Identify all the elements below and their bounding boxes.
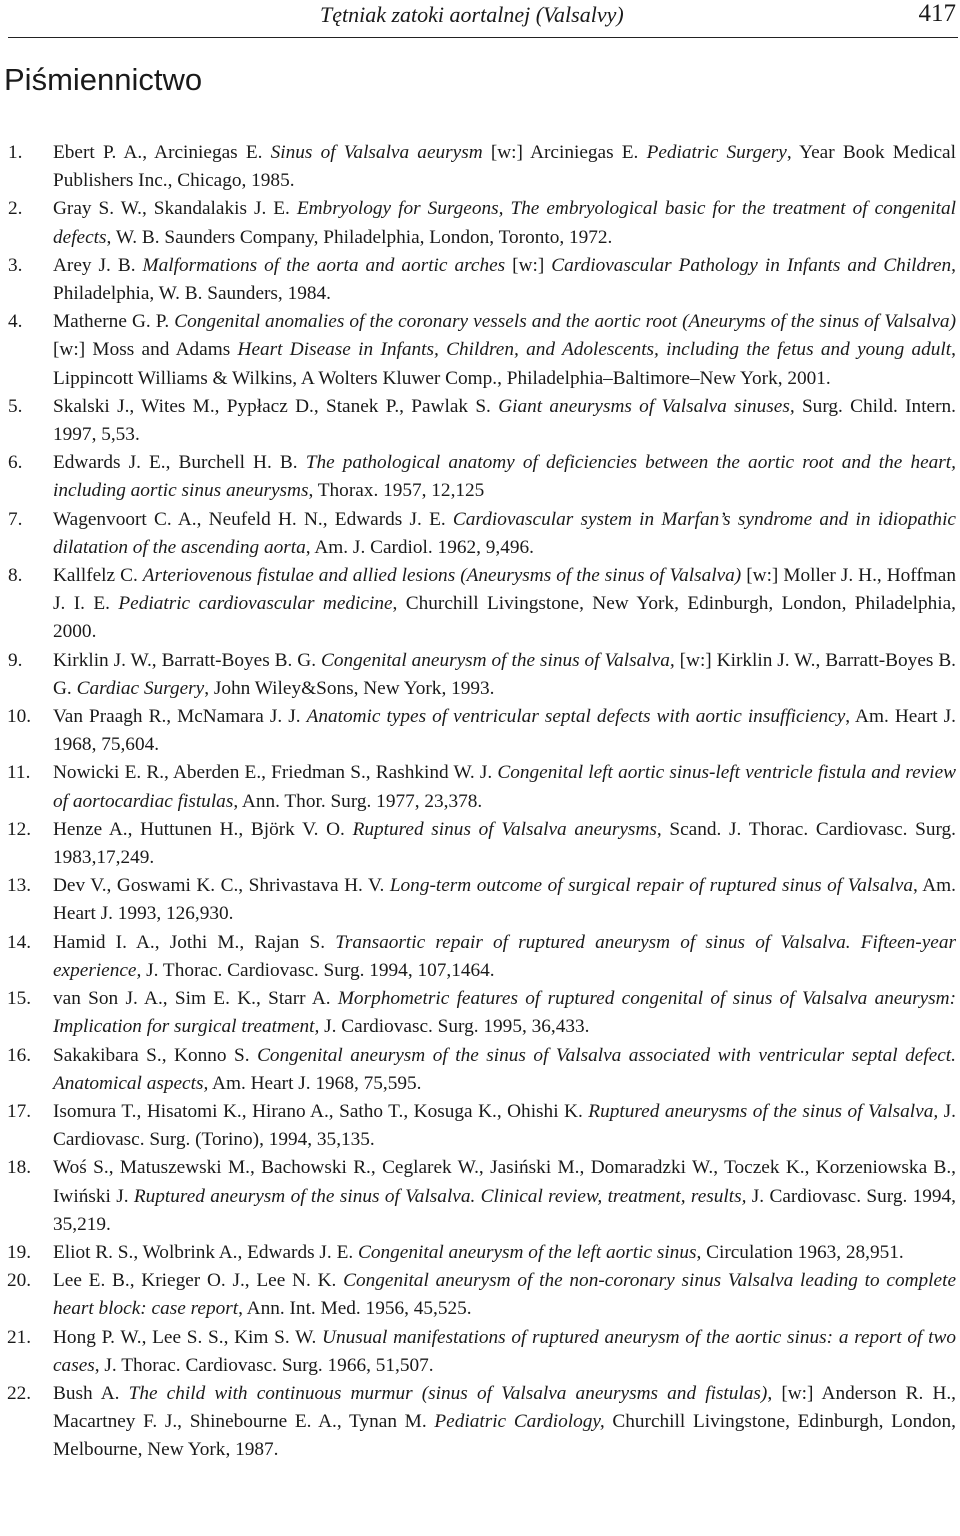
- reference-publisher: , Churchill Livingstone, New York, Edinburgh, London, Philadelphia, 2000.: [53, 593, 956, 643]
- reference-source: Surg. Child. Intern. 1997, 5,53.: [53, 395, 956, 446]
- reference-number: 19.: [7, 1241, 32, 1263]
- reference-item: [0, 816, 960, 872]
- reference-authors: Skalski J., Wites M., Pypłacz D., Stanek P., Pawlak S.: [53, 395, 499, 417]
- reference-title: Ruptured sinus of Valsalva aneurysms: [352, 818, 657, 840]
- reference-authors: Lee E. B., Krieger O. J., Lee N. K.: [53, 1270, 344, 1292]
- reference-item: [0, 703, 960, 759]
- reference-source: , Ann. Thor. Surg. 1977, 23,378.: [233, 790, 483, 812]
- reference-number: 16.: [7, 1044, 32, 1066]
- reference-item: [0, 759, 960, 815]
- reference-title: Malformations of the aorta and aortic arches: [142, 254, 506, 276]
- reference-book: Pediatric cardiovascular medicine: [118, 593, 393, 615]
- reference-item: [0, 1098, 960, 1154]
- reference-item: [0, 1324, 960, 1380]
- reference-title: Congenital left aortic sinus-left ventricle fistula and review of aortocardiac fistulas: [53, 762, 957, 812]
- reference-item: [0, 195, 960, 251]
- reference-publisher: , Philadelphia, W. B. Saunders, 1984.: [53, 254, 956, 305]
- reference-number: 17.: [7, 1100, 32, 1122]
- reference-number: 2.: [8, 198, 23, 220]
- reference-title: Giant aneurysms of Valsalva sinuses,: [498, 395, 795, 417]
- reference-title: Ruptured aneurysms of the sinus of Valsalva,: [588, 1100, 939, 1122]
- reference-number: 8.: [8, 565, 23, 587]
- reference-item: [0, 139, 960, 195]
- reference-authors: Hamid I. A., Jothi M., Rajan S.: [53, 931, 336, 953]
- reference-title: Unusual manifestations of ruptured aneurysm of the aortic sinus: a report of two cases: [53, 1326, 956, 1376]
- reference-title: Embryology for Surgeons, The embryological basic for the treatment of congenital defects: [53, 198, 956, 248]
- reference-source: , Scand. J. Thorac. Cardiovasc. Surg. 1983,17,249.: [53, 818, 956, 869]
- reference-title: Congenital aneurysm of the non-coronary sinus Valsalva leading to complete heart block: case report: [53, 1270, 956, 1320]
- reference-number: 9.: [8, 649, 23, 671]
- reference-source: , Thorax. 1957, 12,125: [308, 480, 485, 502]
- reference-title: Transaortic repair of ruptured aneurysm of sinus of Valsalva. Fifteen-year experience,: [53, 931, 956, 981]
- reference-number: 18.: [7, 1157, 32, 1179]
- reference-source: , Circulation 1963, 28,951.: [696, 1241, 904, 1263]
- reference-title: The pathological anatomy of deficiencies between the aortic root and the heart, including aortic sinus aneurysms: [53, 452, 956, 502]
- reference-book: Heart Disease in Infants, Children, and Adolescents, including the fetus and young adult: [237, 339, 952, 361]
- reference-publisher: , Year Book Medical Publishers Inc., Chicago, 1985.: [53, 142, 956, 192]
- reference-authors: Henze A., Huttunen H., Björk V. O.: [53, 818, 353, 840]
- section-title: Piśmiennictwo: [4, 62, 203, 97]
- reference-item: [0, 1267, 960, 1323]
- reference-title: Sinus of Valsalva aeurysm: [270, 142, 483, 163]
- reference-number: 5.: [8, 395, 23, 417]
- reference-item: [0, 252, 960, 308]
- reference-source: , Am. J. Cardiol. 1962, 9,496.: [305, 536, 534, 558]
- reference-number: 12.: [7, 818, 32, 840]
- reference-authors: Arey J. B.: [53, 254, 143, 276]
- reference-title: Long-term outcome of surgical repair of ruptured sinus of Valsalva: [389, 875, 913, 897]
- page-number: 417: [918, 0, 956, 27]
- reference-title: Ruptured aneurysm of the sinus of Valsalva. Clinical review, treatment, results,: [133, 1185, 747, 1207]
- reference-item: [0, 1239, 960, 1267]
- reference-item: [0, 562, 960, 647]
- reference-source: [w:] Arciniegas E.: [482, 142, 647, 163]
- page-header: [0, 0, 960, 40]
- reference-number: 3.: [8, 254, 23, 276]
- reference-book: Cardiac Surgery: [76, 677, 205, 699]
- reference-publisher: , John Wiley&Sons, New York, 1993.: [204, 677, 495, 699]
- reference-source: , Am. Heart J. 1993, 126,930.: [53, 875, 956, 925]
- reference-item: [0, 1380, 960, 1465]
- reference-item: [0, 308, 960, 393]
- reference-authors: Edwards J. E., Burchell H. B.: [53, 452, 306, 474]
- reference-title: Arteriovenous fistulae and allied lesions (Aneurysms of the sinus of Valsalva): [142, 565, 742, 587]
- reference-title: Cardiovascular system in Marfan’s syndrome and in idiopathic dilatation of the ascending aorta: [53, 508, 956, 558]
- reference-book: Pediatric Cardiology,: [434, 1411, 605, 1433]
- reference-title: Congenital anomalies of the coronary vessels and the aortic root (Aneuryms of the sinus of Valsalva): [174, 311, 956, 333]
- reference-title: Congenital aneurysm of the sinus of Valsalva,: [320, 649, 675, 671]
- reference-title: Morphometric features of ruptured congenital of sinus of Valsalva aneurysm: Implication for surgical treatment,: [53, 988, 956, 1038]
- reference-number: 6.: [8, 452, 23, 474]
- reference-item: [0, 985, 960, 1041]
- reference-number: 20.: [7, 1270, 32, 1292]
- reference-authors: Bush A.: [53, 1382, 129, 1404]
- reference-authors: Ebert P. A., Arciniegas E.: [53, 142, 271, 163]
- reference-item: [0, 393, 960, 449]
- reference-title: Congenital aneurysm of the left aortic sinus: [358, 1241, 697, 1263]
- reference-item: [0, 506, 960, 562]
- reference-title: The child with continuous murmur (sinus of Valsalva aneurysms and fistulas),: [128, 1382, 773, 1404]
- reference-source: [w:] Moller J. H., Hoffman J. I. E.: [53, 565, 956, 615]
- reference-authors: Kirklin J. W., Barratt-Boyes B. G.: [53, 649, 321, 671]
- reference-number: 1.: [8, 142, 23, 163]
- reference-number: 21.: [7, 1326, 32, 1348]
- reference-number: 10.: [7, 706, 32, 728]
- reference-source: , J. Thorac. Cardiovasc. Surg. 1966, 51,507.: [94, 1354, 434, 1376]
- reference-number: 22.: [7, 1382, 32, 1404]
- reference-authors: Nowicki E. R., Aberden E., Friedman S., Rashkind W. J.: [53, 762, 498, 784]
- reference-authors: Dev V., Goswami K. C., Shrivastava H. V.: [53, 875, 390, 897]
- reference-source: J. Cardiovasc. Surg. 1995, 36,433.: [319, 1016, 590, 1038]
- reference-authors: Matherne G. P.: [53, 311, 175, 333]
- reference-authors: Woś S., Matuszewski M., Bachowski R., Ceglarek W., Jasiński M., Domaradzki W., Toczek K., Korzeniowska B., Iwiński J.: [53, 1157, 956, 1207]
- reference-publisher: , Lippincott Williams & Wilkins, A Wolters Kluwer Comp., Philadelphia–Baltimore–New York, 2001.: [53, 339, 956, 389]
- reference-item: [0, 1042, 960, 1098]
- reference-authors: Isomura T., Hisatomi K., Hirano A., Satho T., Kosuga K., Ohishi K.: [53, 1100, 589, 1122]
- reference-number: 13.: [7, 875, 32, 897]
- reference-authors: van Son J. A., Sim E. K., Starr A.: [53, 988, 338, 1010]
- reference-book: Cardiovascular Pathology in Infants and Children: [551, 254, 952, 276]
- reference-source: Am. Heart J. 1968, 75,595.: [208, 1072, 422, 1094]
- reference-source: , W. B. Saunders Company, Philadelphia, London, Toronto, 1972.: [106, 226, 613, 248]
- reference-authors: Gray S. W., Skandalakis J. E.: [53, 198, 297, 220]
- reference-title: Congenital aneurysm of the sinus of Valsalva associated with ventricular septal defect. Anatomical aspects,: [53, 1044, 956, 1094]
- reference-title: Anatomic types of ventricular septal defects with aortic insufficiency: [306, 706, 846, 728]
- reference-number: 4.: [8, 311, 23, 333]
- reference-item: [0, 1154, 960, 1239]
- reference-number: 7.: [8, 508, 23, 530]
- reference-list: [0, 139, 960, 1465]
- reference-authors: Van Praagh R., McNamara J. J.: [53, 706, 307, 728]
- reference-source: , Ann. Int. Med. 1956, 45,525.: [238, 1298, 472, 1320]
- reference-number: 14.: [7, 931, 32, 953]
- reference-source: [w:] Anderson R. H., Macartney F. J., Shinebourne E. A., Tynan M.: [53, 1382, 957, 1433]
- reference-source: , Am. Heart J. 1968, 75,604.: [53, 706, 956, 756]
- reference-authors: Eliot R. S., Wolbrink A., Edwards J. E.: [53, 1241, 358, 1263]
- reference-item: [0, 647, 960, 703]
- reference-source: [w:] Moss and Adams: [53, 339, 238, 361]
- reference-authors: Wagenvoort C. A., Neufeld H. N., Edwards J. E.: [53, 508, 453, 530]
- reference-source: J. Thorac. Cardiovasc. Surg. 1994, 107,1464.: [141, 959, 495, 981]
- reference-source: J. Cardiovasc. Surg. 1994, 35,219.: [53, 1185, 957, 1235]
- reference-authors: Hong P. W., Lee S. S., Kim S. W.: [53, 1326, 323, 1348]
- reference-source: [w:]: [505, 254, 552, 276]
- reference-authors: Sakakibara S., Konno S.: [53, 1044, 258, 1066]
- header-rule: [8, 37, 958, 38]
- reference-item: [0, 872, 960, 928]
- reference-book: Pediatric Surgery: [646, 142, 787, 163]
- reference-publisher: Churchill Livingstone, Edinburgh, London, Melbourne, New York, 1987.: [53, 1411, 956, 1461]
- reference-authors: Kallfelz C.: [53, 565, 143, 587]
- reference-item: [0, 929, 960, 985]
- running-title: Tętniak zatoki aortalnej (Valsalvy): [320, 2, 624, 27]
- reference-number: 11.: [7, 762, 31, 784]
- reference-source: [w:] Kirklin J. W., Barratt-Boyes B. G.: [53, 649, 957, 699]
- reference-item: [0, 449, 960, 505]
- reference-source: J. Cardiovasc. Surg. (Torino), 1994, 35,135.: [53, 1100, 956, 1151]
- reference-number: 15.: [7, 988, 32, 1010]
